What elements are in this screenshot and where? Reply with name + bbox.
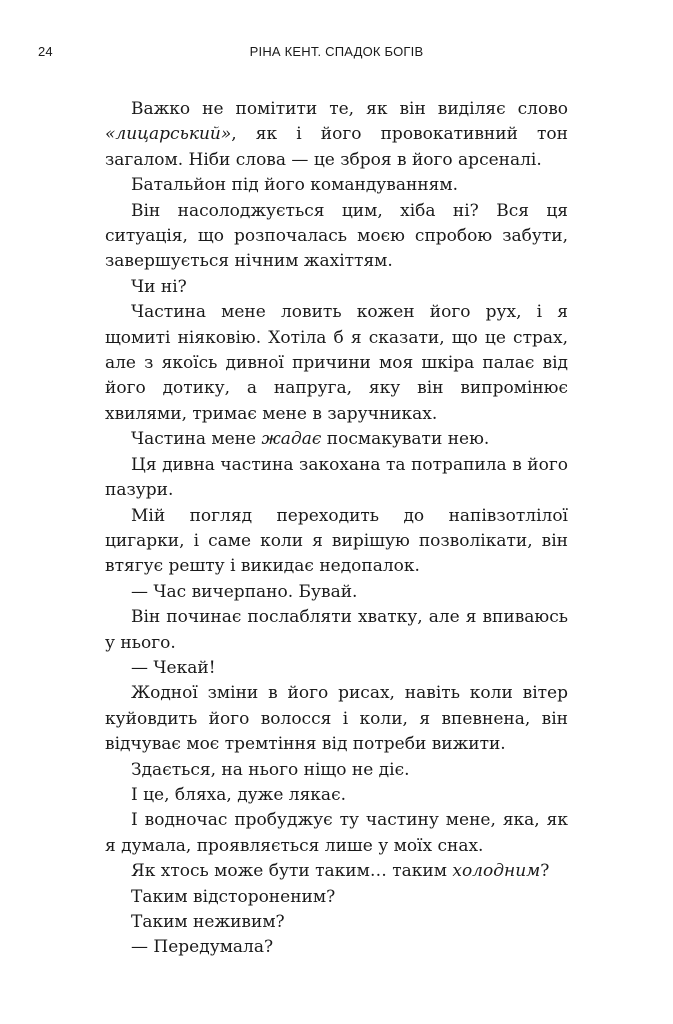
dialogue-line: — Передумала? — [131, 937, 274, 958]
paragraph: Він насолоджується цим, хіба ні? Вся ця ситуація, що розпочалась моєю спробою забути, завершується нічним жахіттям. — [105, 200, 568, 272]
italic-emphasis: холодним — [452, 861, 541, 882]
paragraph: Мій погляд переходить до напівзотлілої цигарки, і саме коли я вирішую позволікати, він втягує решту і викидає недопалок. — [105, 505, 568, 577]
paragraph: Він починає послабляти хватку, але я впиваюсь у нього. — [105, 607, 568, 653]
page-number: 24 — [38, 44, 53, 59]
paragraph: Батальйон під його командуванням. — [131, 175, 459, 196]
paragraph: Частина мене жадає посмакувати нею. — [131, 429, 490, 450]
paragraph: Чи ні? — [131, 276, 187, 297]
paragraph: Ця дивна частина закохана та потрапила в його пазури. — [105, 454, 568, 501]
paragraph: Важко не помітити те, як він виділяє слово «лицарський», як і його провокативний тон загалом. Ніби слова — це зброя в його арсеналі. — [105, 99, 568, 170]
paragraph: І це, бляха, дуже лякає. — [131, 784, 346, 805]
paragraph: І водночас пробуджує ту частину мене, яка, як я думала, проявляється лише у моїх снах. — [105, 810, 568, 856]
body-text — [105, 97, 568, 961]
dialogue-line: — Чекай! — [131, 657, 216, 678]
paragraph: Таким відстороненим? — [131, 886, 336, 907]
dialogue-line: — Час вичерпано. Бувай. — [131, 581, 358, 602]
paragraph: Як хтось може бути таким… таким холодним? — [131, 861, 550, 882]
italic-emphasis: жадає — [261, 429, 322, 450]
running-header — [38, 44, 635, 64]
book-title-header: РІНА КЕНТ. СПАДОК БОГІВ — [249, 44, 424, 59]
italic-emphasis: «лицарський» — [105, 124, 232, 145]
paragraph: Таким неживим? — [131, 912, 285, 932]
paragraph: Жодної зміни в його рисах, навіть коли вітер куйовдить його волосся і коли, я впевнена, він відчуває моє тремтіння від потреби вижити. — [105, 683, 568, 755]
paragraph: Здається, на нього ніщо не діє. — [131, 759, 410, 780]
paragraph: Частина мене ловить кожен його рух, і я щомиті ніяковію. Хотіла б я сказати, що це страх, але з якоїсь дивної причини моя шкіра палає від його дотику, а напруга, яку він випромінює хвилями, тримає мене в заручниках. — [105, 302, 568, 424]
